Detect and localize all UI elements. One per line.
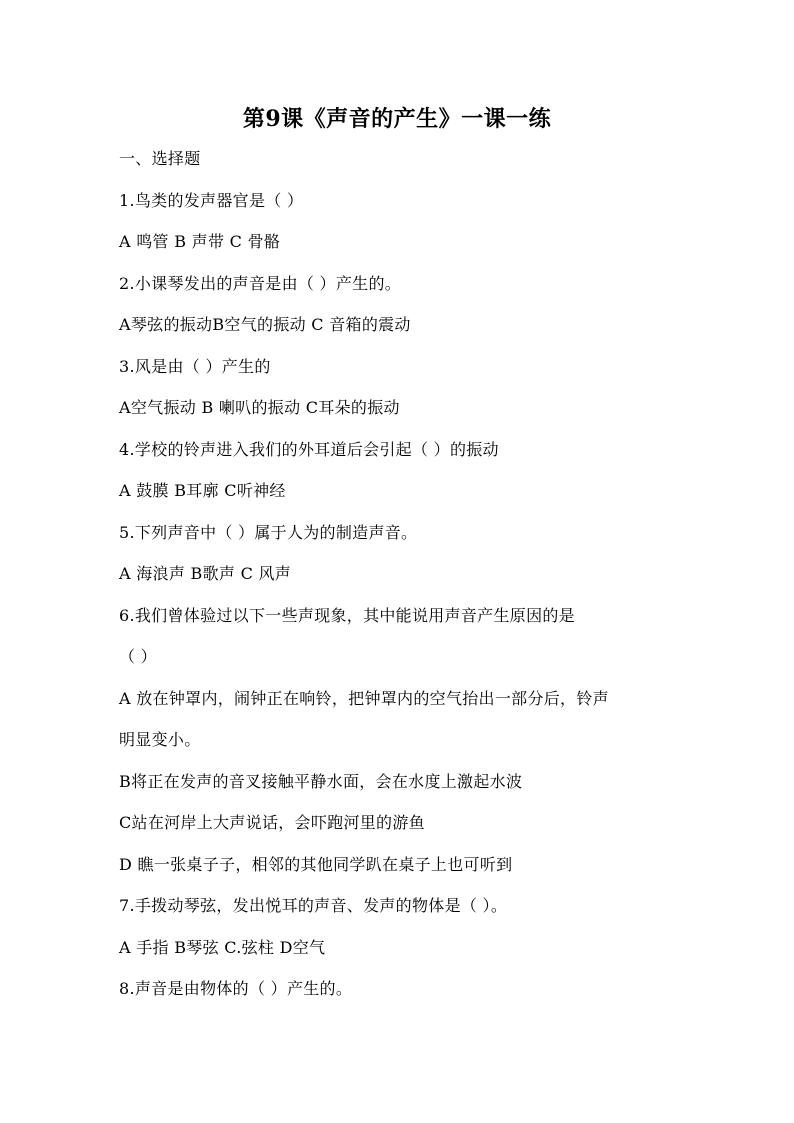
question-1: 1.鸟类的发声器官是（ ）	[119, 191, 304, 210]
question-3-options: A空气振动 B 喇叭的振动 C耳朵的振动	[119, 398, 400, 417]
question-6-option-c: C站在河岸上大声说话，会吓跑河里的游鱼	[119, 813, 425, 832]
question-6-blank: （ ）	[119, 647, 157, 666]
section-heading: 一、选择题	[119, 149, 201, 168]
question-5-options: A 海浪声 B歌声 C 风声	[119, 564, 292, 583]
question-3: 3.风是由（ ）产生的	[119, 357, 271, 376]
question-6-option-a-cont: 明显变小。	[119, 730, 201, 749]
question-6: 6.我们曾体验过以下一些声现象，其中能说用声音产生原因的是	[119, 606, 575, 625]
question-2-options: A琴弦的振动B空气的振动 C 音箱的震动	[119, 315, 411, 334]
question-5: 5.下列声音中（ ）属于人为的制造声音。	[119, 523, 418, 542]
question-4: 4.学校的铃声进入我们的外耳道后会引起（ ）的振动	[119, 440, 499, 459]
question-8: 8.声音是由物体的（ ）产生的。	[119, 979, 353, 998]
question-6-option-b: B将正在发声的音叉接触平静水面，会在水度上激起水波	[119, 772, 523, 791]
question-2: 2.小课琴发出的声音是由（ ）产生的。	[119, 274, 402, 293]
question-7: 7.手拨动琴弦，发出悦耳的声音、发声的物体是（ ）。	[119, 896, 508, 915]
question-4-options: A 鼓膜 B耳廓 C听神经	[119, 481, 286, 500]
question-1-options: A 鸣管 B 声带 C 骨骼	[119, 232, 281, 251]
question-7-options: A 手指 B琴弦 C.弦柱 D空气	[119, 938, 326, 957]
page-title: 第9课《声音的产生》一课一练	[242, 106, 552, 132]
question-6-option-a: A 放在钟罩内，闹钟正在响铃，把钟罩内的空气抬出一部分后，铃声	[119, 689, 609, 708]
question-6-option-d: D 瞧一张桌子子，相邻的其他同学趴在桌子上也可听到	[119, 855, 513, 874]
